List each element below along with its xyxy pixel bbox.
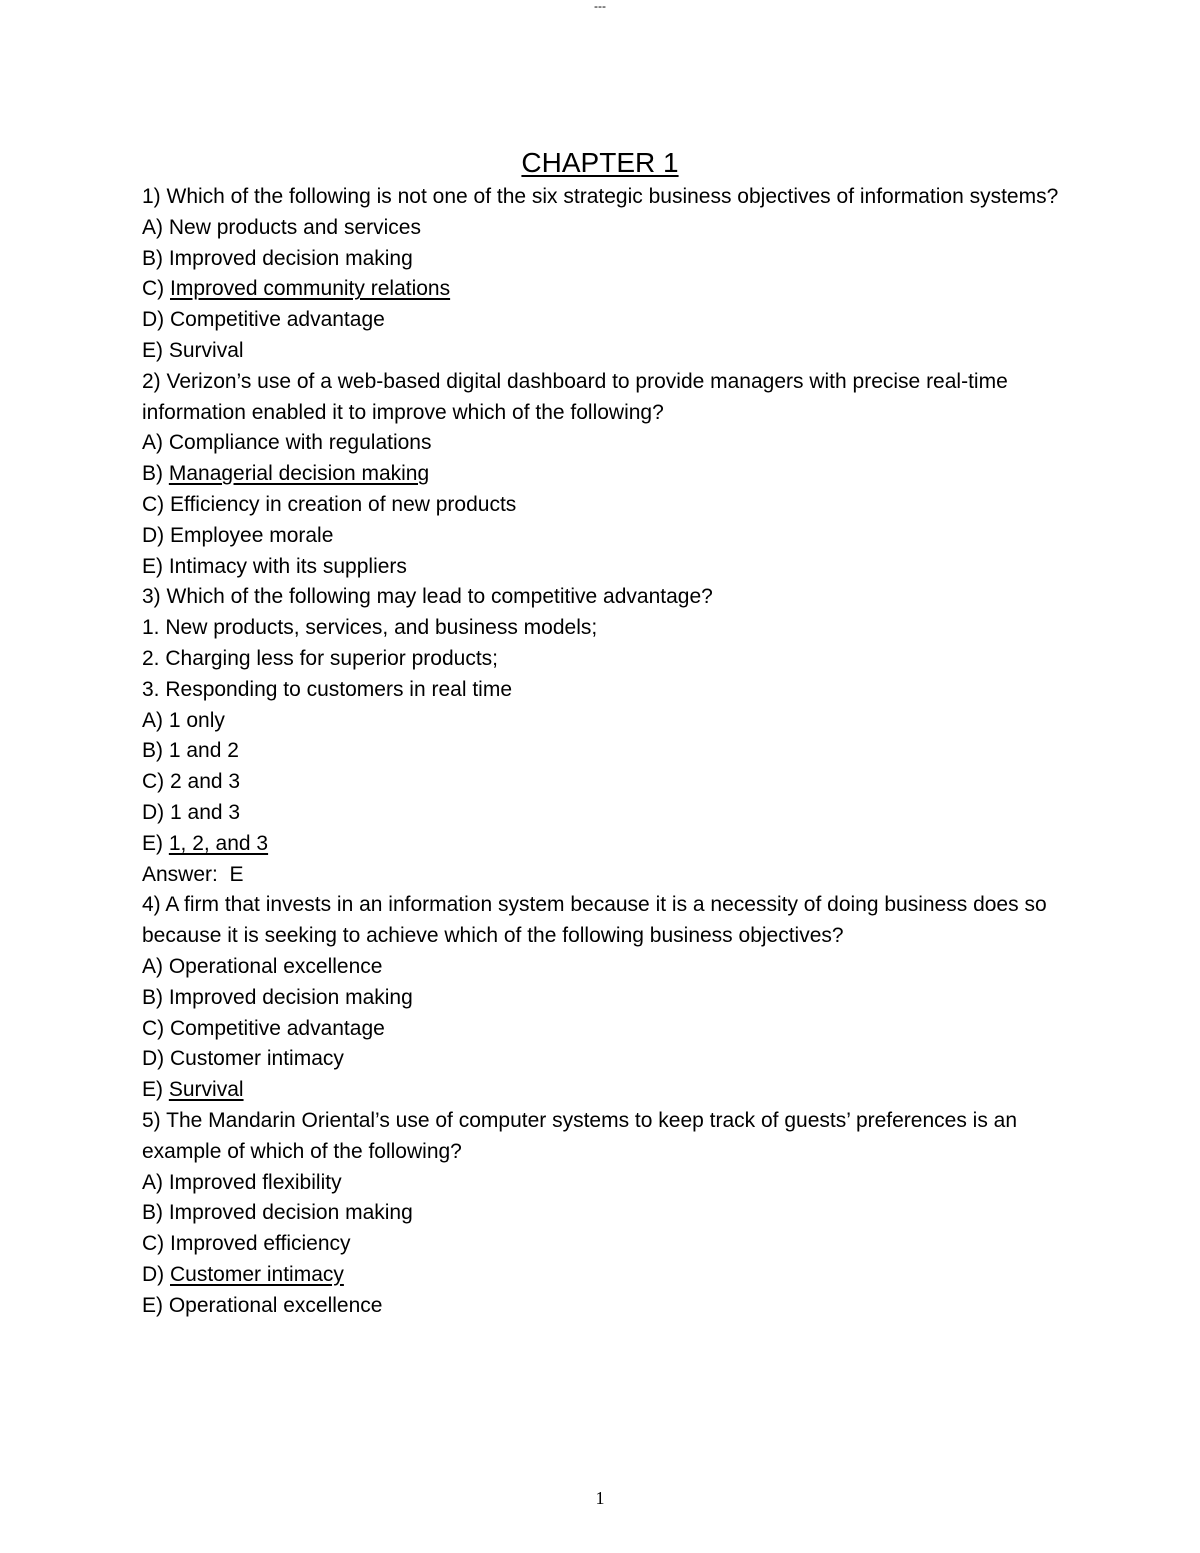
question-stem: 1) Which of the following is not one of the six strategic business objectives of information systems?: [142, 185, 1059, 208]
statement-item: 2. Charging less for superior products;: [142, 646, 499, 670]
answer-option: [142, 305, 1062, 336]
option-letter: E): [142, 831, 169, 855]
option-letter: A): [142, 215, 169, 239]
option-letter: C): [142, 770, 170, 794]
question-block: [142, 367, 1062, 583]
option-text: Employee morale: [170, 523, 334, 547]
header-mark: ---: [594, 0, 606, 13]
option-letter: A): [142, 1170, 169, 1194]
question-block: [142, 582, 1062, 890]
answer-option: [142, 983, 1062, 1014]
option-letter: A): [142, 708, 169, 732]
option-letter: C): [142, 1016, 170, 1040]
correct-option-text: Managerial decision making: [168, 462, 430, 486]
question-stem: 4) A firm that invests in an information system because it is a necessity of doing business does so because it is seeking to achieve which of the following business objectives?: [142, 893, 1047, 948]
option-letter: A): [142, 431, 169, 455]
answer-option: [142, 1075, 1062, 1106]
answer-option: [142, 490, 1062, 521]
option-letter: B): [142, 246, 169, 270]
option-text: Compliance with regulations: [168, 431, 432, 455]
statement-item: 3. Responding to customers in real time: [142, 677, 513, 701]
option-letter: B): [142, 985, 169, 1009]
answer-option: [142, 274, 1062, 305]
option-letter: E): [142, 1078, 169, 1102]
option-text: Improved decision making: [168, 985, 413, 1009]
option-text: 1 and 2: [168, 739, 239, 763]
page-number: 1: [595, 1488, 605, 1508]
answer-key: Answer: E: [142, 862, 244, 886]
option-letter: D): [142, 523, 170, 547]
option-letter: C): [142, 1232, 170, 1256]
option-text: 1 and 3: [170, 800, 241, 824]
option-text: 2 and 3: [170, 770, 241, 794]
answer-option: [142, 829, 1062, 860]
answer-option: [142, 459, 1062, 490]
option-text: Competitive advantage: [170, 1016, 385, 1040]
option-letter: B): [142, 462, 169, 486]
answer-option: [142, 428, 1062, 459]
answer-option: [142, 521, 1062, 552]
answer-option: [142, 952, 1062, 983]
option-letter: D): [142, 1262, 170, 1286]
option-letter: B): [142, 739, 169, 763]
option-letter: D): [142, 800, 170, 824]
page-title: CHAPTER 1: [521, 147, 679, 178]
option-text: Improved decision making: [168, 246, 413, 270]
option-text: New products and services: [168, 215, 421, 239]
question-block: [142, 890, 1062, 1106]
option-text: Intimacy with its suppliers: [168, 554, 407, 578]
option-text: Efficiency in creation of new products: [170, 492, 517, 516]
option-letter: C): [142, 277, 170, 301]
answer-option: [142, 213, 1062, 244]
option-letter: D): [142, 1047, 170, 1071]
option-letter: E): [142, 554, 169, 578]
answer-option: [142, 736, 1062, 767]
option-text: Competitive advantage: [170, 308, 385, 332]
question-list: [142, 182, 1062, 1321]
answer-option: [142, 336, 1062, 367]
option-letter: E): [142, 338, 169, 362]
answer-option: [142, 1198, 1062, 1229]
answer-option: [142, 1291, 1062, 1322]
correct-option-text: 1, 2, and 3: [168, 831, 269, 855]
option-text: Operational excellence: [168, 1293, 383, 1317]
answer-option: [142, 552, 1062, 583]
option-text: Survival: [168, 338, 244, 362]
correct-option-text: Improved community relations: [170, 277, 451, 301]
option-letter: E): [142, 1293, 169, 1317]
option-letter: B): [142, 1201, 169, 1225]
answer-option: [142, 1044, 1062, 1075]
question-block: [142, 182, 1062, 367]
option-text: 1 only: [168, 708, 225, 732]
question-stem: 5) The Mandarin Oriental’s use of computer systems to keep track of guests’ preferences is an example of which of the following?: [142, 1108, 1018, 1163]
question-stem: 3) Which of the following may lead to competitive advantage?: [142, 585, 713, 609]
option-text: Customer intimacy: [170, 1047, 344, 1071]
correct-option-text: Survival: [168, 1078, 244, 1102]
option-text: Improved decision making: [168, 1201, 413, 1225]
answer-option: [142, 767, 1062, 798]
option-letter: A): [142, 954, 169, 978]
question-stem: 2) Verizon’s use of a web-based digital dashboard to provide managers with precise real-time information enabled it to improve which of the following?: [142, 369, 1008, 424]
option-text: Improved efficiency: [170, 1232, 351, 1256]
option-text: Operational excellence: [168, 954, 383, 978]
correct-option-text: Customer intimacy: [170, 1262, 344, 1286]
option-letter: C): [142, 492, 170, 516]
statement-item: 1. New products, services, and business models;: [142, 616, 598, 640]
answer-option: [142, 1260, 1062, 1291]
option-text: Improved flexibility: [168, 1170, 342, 1194]
answer-option: [142, 244, 1062, 275]
answer-option: [142, 706, 1062, 737]
option-letter: D): [142, 308, 170, 332]
question-block: [142, 1106, 1062, 1322]
answer-option: [142, 1014, 1062, 1045]
answer-option: [142, 1229, 1062, 1260]
answer-option: [142, 798, 1062, 829]
answer-option: [142, 1168, 1062, 1199]
